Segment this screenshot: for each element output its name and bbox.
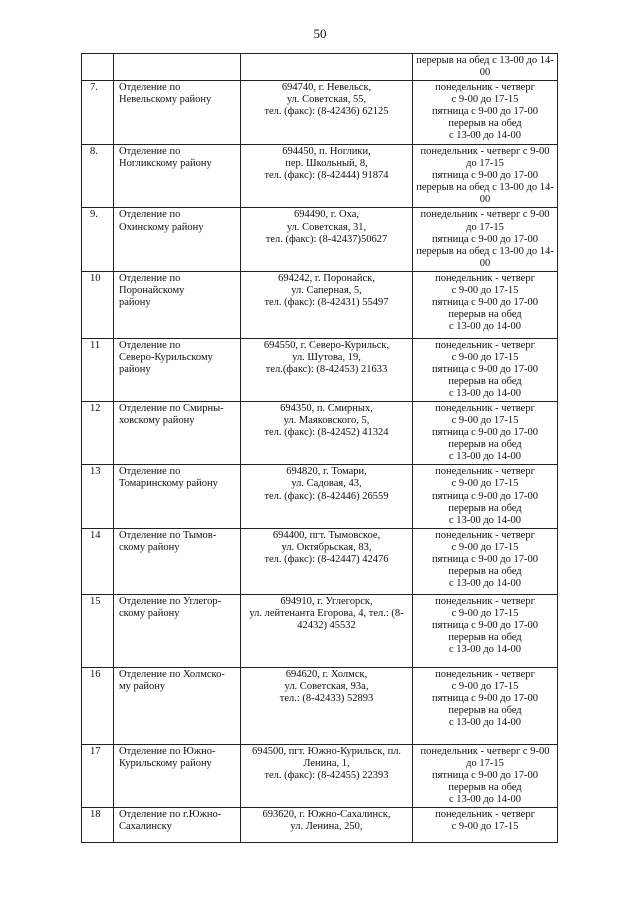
address-line: ул. Шутова, 19, [292,351,361,363]
hours-line: перерыв на обед с 13-00 до 14- [416,55,554,66]
address-line: 694400, пгт. Тымовское, [272,529,381,541]
address-line: ул. Советская, 93а, [284,680,369,692]
name-line: Отделение по Холмско- [119,668,225,680]
number-cell [82,54,114,81]
hours-cell [413,81,558,145]
name-line: Отделение по г.Южно- [119,809,222,820]
name-line: Отделение по Южно- [119,745,216,757]
hours-cell [413,465,558,528]
hours-line: с 9-00 до 17-15 [451,284,519,296]
hours-line: 00 [479,194,491,206]
hours-line: с 9-00 до 17-15 [451,680,519,692]
address-line: тел. (факс): (8-42444) 91874 [264,170,389,182]
address-cell [241,271,413,338]
table-row [82,145,558,208]
address-cell [241,208,413,271]
address-line: 694620, г. Холмск, [285,668,368,680]
hours-cell [413,338,558,401]
address-cell [241,744,413,807]
address-cell [241,528,413,594]
hours-line: с 9-00 до 17-15 [451,541,519,553]
number-cell: 11 [82,338,114,401]
address-line: 694490, г. Оха, [293,209,360,221]
address-line: ул. Садовая, 43, [291,478,362,490]
table-row [82,594,558,667]
hours-line: с 13-00 до 14-00 [448,793,522,805]
hours-line: понедельник - четверг [435,466,535,478]
hours-cell [413,208,558,271]
name-cell [114,208,241,271]
hours-line: с 9-00 до 17-15 [451,94,519,106]
name-line: Отделение по [119,209,181,221]
hours-line: пятница с 9-00 до 17-00 [431,427,539,439]
hours-line: понедельник - четверг [435,668,535,680]
name-line: Отделение по Углегор- [119,595,222,607]
table-row-continuation [82,54,558,81]
address-cell [241,54,413,81]
hours-line: пятница с 9-00 до 17-00 [431,106,539,118]
address-line: тел.(факс): (8-42453) 21633 [265,363,388,375]
address-line: тел. (факс): (8-42437)50627 [265,233,388,245]
name-cell [114,402,241,465]
table-body [82,54,558,843]
hours-line: 00 [479,67,491,79]
hours-line: с 13-00 до 14-00 [448,716,522,728]
hours-line: с 9-00 до 17-15 [451,351,519,363]
address-line: Ленина, 1, [303,757,350,769]
number-cell: 8. [82,145,114,208]
number-cell: 16 [82,667,114,744]
hours-cell [413,54,558,81]
address-cell [241,808,413,843]
address-line: тел. (факс): (8-42452) 41324 [264,427,389,439]
address-line: ул. Ленина, 250, [290,821,363,833]
hours-line: до 17-15 [466,158,504,170]
address-line: ул. Октябрьская, 83, [281,541,372,553]
hours-line: пятница с 9-00 до 17-00 [431,553,539,565]
address-line: 694550, г. Северо-Курильск, [263,339,390,351]
name-line: Невельскому району [119,94,212,106]
address-cell [241,338,413,401]
hours-line: пятница с 9-00 до 17-00 [431,363,539,375]
name-line: Охинскому району [119,221,204,233]
table-row [82,744,558,807]
address-line: 693620, г. Южно-Сахалинск, [262,809,391,820]
table-row [82,528,558,594]
name-line: Поронайскому [119,284,185,296]
hours-line: с 13-00 до 14-00 [448,321,522,332]
number-cell: 15 [82,594,114,667]
number-cell: 10 [82,271,114,338]
name-line: Томаринскому району [119,478,218,490]
address-line: 42432) 45532 [297,619,356,631]
hours-line: перерыв на обед [448,308,522,320]
address-line: тел. (факс): (8-42431) 55497 [264,296,389,308]
hours-line: понедельник - четверг с 9-00 [420,209,550,221]
hours-line: с 13-00 до 14-00 [448,388,522,399]
hours-cell [413,667,558,744]
name-cell [114,594,241,667]
number-cell: 12 [82,402,114,465]
address-line: ул. Советская, 31, [286,221,367,233]
name-line: Отделение по [119,82,181,94]
hours-line: понедельник - четверг [435,339,535,351]
table-row [82,402,558,465]
table-row [82,81,558,145]
address-cell [241,145,413,208]
address-cell [241,465,413,528]
name-cell [114,54,241,81]
hours-line: перерыв на обед [448,781,522,793]
name-line: Сахалинску [119,821,172,833]
address-line: 694500, пгт. Южно-Курильск, пл. [251,745,402,757]
hours-line: перерыв на обед [448,502,522,514]
hours-line: пятница с 9-00 до 17-00 [431,490,539,502]
table-row [82,465,558,528]
hours-cell [413,271,558,338]
hours-cell [413,744,558,807]
number-cell: 14 [82,528,114,594]
name-line: Отделение по Тымов- [119,529,217,541]
hours-line: перерыв на обед [448,631,522,643]
address-line: 694910, г. Углегорск, [280,595,373,607]
name-cell [114,145,241,208]
hours-line: с 9-00 до 17-15 [451,821,519,833]
hours-line: перерыв на обед [448,565,522,577]
address-line: 694350, п. Смирных, [280,403,373,415]
hours-line: с 13-00 до 14-00 [448,514,522,526]
hours-line: понедельник - четверг с 9-00 [420,146,550,158]
name-line: Отделение по [119,466,181,478]
address-cell [241,402,413,465]
hours-line: перерыв на обед [448,439,522,451]
hours-line: пятница с 9-00 до 17-00 [431,619,539,631]
hours-line: понедельник - четверг [435,82,535,94]
table-row [82,208,558,271]
hours-line: до 17-15 [466,221,504,233]
address-line: 694820, г. Томари, [286,466,367,478]
hours-line: понедельник - четверг [435,403,535,415]
address-line: ул. лейтенанта Егорова, 4, тел.: (8- [249,607,404,619]
hours-line: перерыв на обед [448,118,522,130]
address-line: 694450, п. Ноглики, [282,146,371,158]
address-line: ул. Маяковского, 5, [283,415,370,427]
name-line: Отделение по [119,339,181,351]
hours-line: перерыв на обед [448,375,522,387]
name-line: Ногликскому району [119,158,212,170]
address-cell [241,81,413,145]
name-line: Отделение по [119,146,181,158]
name-line: Северо-Курильскому [119,351,213,363]
address-line: тел. (факс): (8-42446) 26559 [264,490,389,502]
hours-line: с 13-00 до 14-00 [448,643,522,655]
address-line: 694242, г. Поронайск, [278,272,375,284]
hours-line: 00 [479,257,491,269]
name-cell [114,81,241,145]
number-cell: 13 [82,465,114,528]
hours-line: понедельник - четверг [435,272,535,284]
hours-line: перерыв на обед с 13-00 до 14- [416,182,554,194]
name-line: Курильскому району [119,757,212,769]
name-line: району [119,296,151,308]
hours-line: понедельник - четверг с 9-00 [420,745,550,757]
hours-line: пятница с 9-00 до 17-00 [431,233,539,245]
hours-line: с 13-00 до 14-00 [448,451,522,463]
hours-cell [413,594,558,667]
address-line: пер. Школьный, 8, [285,158,368,170]
hours-cell [413,402,558,465]
name-line: Отделение по Смирны- [119,403,224,415]
hours-line: понедельник - четверг [435,595,535,607]
name-cell [114,667,241,744]
address-line: тел. (факс): (8-42447) 42476 [264,553,389,565]
name-cell [114,744,241,807]
name-cell [114,808,241,843]
hours-line: перерыв на обед [448,704,522,716]
name-cell [114,528,241,594]
hours-line: с 9-00 до 17-15 [451,478,519,490]
name-line: ховскому району [119,415,195,427]
address-line: тел. (факс): (8-42436) 62125 [264,106,389,118]
hours-line: пятница с 9-00 до 17-00 [431,692,539,704]
name-line: Отделение по [119,272,181,284]
hours-line: понедельник - четверг [435,809,535,820]
hours-line: с 9-00 до 17-15 [451,415,519,427]
address-line: 694740, г. Невельск, [281,82,372,94]
address-line: тел.: (8-42433) 52893 [279,692,374,704]
hours-line: до 17-15 [466,757,504,769]
name-line: му району [119,680,166,692]
table-row [82,667,558,744]
hours-cell [413,808,558,843]
hours-line: понедельник - четверг [435,529,535,541]
hours-cell [413,145,558,208]
departments-table [81,53,558,843]
name-cell [114,271,241,338]
name-cell [114,338,241,401]
name-cell [114,465,241,528]
hours-line: пятница с 9-00 до 17-00 [431,769,539,781]
hours-line: перерыв на обед с 13-00 до 14- [416,245,554,257]
number-cell: 18 [82,808,114,843]
table-row [82,271,558,338]
hours-line: с 13-00 до 14-00 [448,130,522,142]
number-cell: 17 [82,744,114,807]
address-cell [241,594,413,667]
name-line: району [119,363,151,375]
name-line: скому району [119,607,180,619]
hours-line: пятница с 9-00 до 17-00 [431,296,539,308]
address-line: ул. Саперная, 5, [291,284,362,296]
address-line: тел. (факс): (8-42455) 22393 [264,769,389,781]
hours-line: пятница с 9-00 до 17-00 [431,170,539,182]
hours-line: с 13-00 до 14-00 [448,577,522,589]
address-line: ул. Советская, 55, [286,94,367,106]
number-cell: 9. [82,208,114,271]
table-row [82,808,558,843]
page-number: 50 [313,26,327,41]
hours-cell [413,528,558,594]
hours-line: с 9-00 до 17-15 [451,607,519,619]
table-row [82,338,558,401]
number-cell: 7. [82,81,114,145]
address-cell [241,667,413,744]
name-line: скому району [119,541,180,553]
